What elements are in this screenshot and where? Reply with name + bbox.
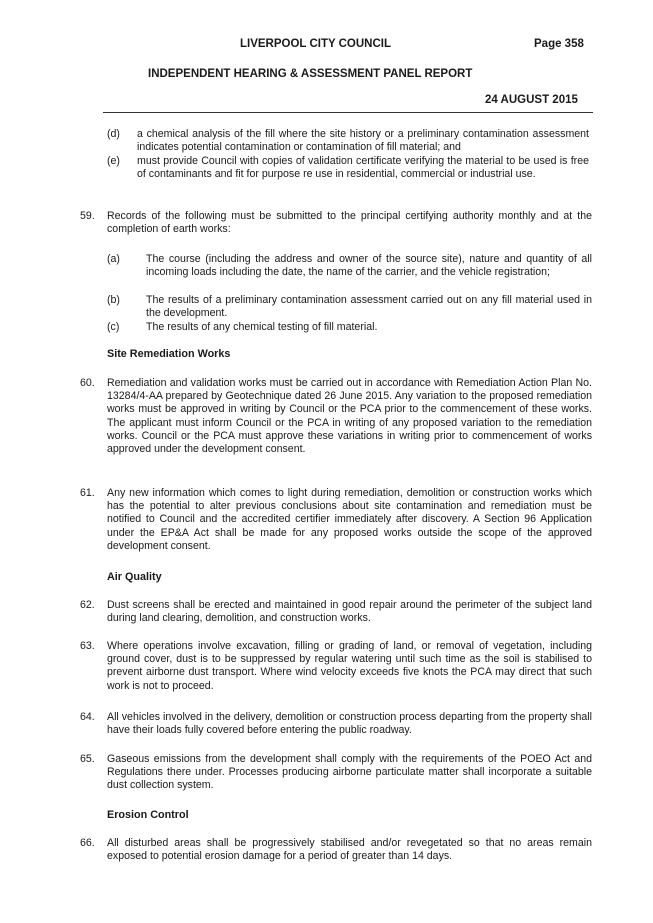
paragraph-text: All vehicles involved in the delivery, demolition or construction process departing from the property shall have their loads fully covered before entering the public roadway. bbox=[107, 711, 592, 737]
list-item-label: (d) bbox=[107, 128, 120, 140]
paragraph-text: Dust screens shall be erected and maintained in good repair around the perimeter of the subject land during land clearing, demolition, and construction works. bbox=[107, 599, 592, 625]
report-date: 24 AUGUST 2015 bbox=[485, 94, 578, 106]
report-title: INDEPENDENT HEARING & ASSESSMENT PANEL REPORT bbox=[148, 68, 473, 80]
list-item-text: The results of a preliminary contamination assessment carried out on any fill material used in the development. bbox=[146, 294, 592, 320]
heading-erosion-control: Erosion Control bbox=[107, 809, 189, 821]
heading-site-remediation: Site Remediation Works bbox=[107, 348, 231, 360]
list-item-label: (a) bbox=[107, 253, 120, 265]
list-item-text: The course (including the address and owner of the source site), nature and quantity of all incoming loads including the date, the name of the carrier, and the vehicle registration; bbox=[146, 253, 592, 279]
list-item-label: (c) bbox=[107, 321, 120, 333]
paragraph-number: 60. bbox=[80, 377, 95, 389]
paragraph-number: 65. bbox=[80, 753, 95, 765]
list-item-text: The results of any chemical testing of fill material. bbox=[146, 321, 378, 333]
paragraph-text: Remediation and validation works must be carried out in accordance with Remediation Action Plan No. 13284/4-AA prepared by Geotechnique dated 26 June 2015. Any variation to the proposed remediation works must be approved in writing by Council or the PCA prior to the commencement of these works. The applicant must inform Council or the PCA in writing of any proposed variation to the remediation works. Council or the PCA must approve these variations in writing prior to commencement of works approved under the development consent. bbox=[107, 377, 592, 456]
paragraph-number: 66. bbox=[80, 837, 95, 849]
paragraph-number: 59. bbox=[80, 210, 95, 222]
paragraph-text: Where operations involve excavation, filling or grading of land, or removal of vegetation, including ground cover, dust is to be suppressed by regular watering until such time as the soil is stabilised to prevent airborne dust transport. Where wind velocity exceeds five knots the PCA may direct that such work is not to proceed. bbox=[107, 640, 592, 692]
list-item-text: a chemical analysis of the fill where the site history or a preliminary contamination assessment indicates potential contamination or contamination of fill material; and bbox=[137, 128, 589, 154]
header-rule bbox=[103, 112, 593, 113]
paragraph-number: 62. bbox=[80, 599, 95, 611]
council-name: LIVERPOOL CITY COUNCIL bbox=[240, 38, 392, 50]
paragraph-text: Any new information which comes to light during remediation, demolition or construction works which has the potential to alter previous conclusions about site contamination and remediation must be notified to Council and the accredited certifier immediately after discovery. A Section 96 Application under the EP&A Act shall be made for any proposed works outside the scope of the approved development consent. bbox=[107, 487, 592, 552]
heading-air-quality: Air Quality bbox=[107, 571, 162, 583]
list-item-label: (e) bbox=[107, 155, 120, 167]
paragraph-number: 61. bbox=[80, 487, 95, 499]
page-number: Page 358 bbox=[534, 38, 584, 50]
list-item-text: must provide Council with copies of validation certificate verifying the material to be used is free of contaminants and fit for purpose re use in residential, commercial or industrial use. bbox=[137, 155, 589, 181]
list-item-label: (b) bbox=[107, 294, 120, 306]
paragraph-number: 63. bbox=[80, 640, 95, 652]
paragraph-text: All disturbed areas shall be progressively stabilised and/or revegetated so that no areas remain exposed to potential erosion damage for a period of greater than 14 days. bbox=[107, 837, 592, 863]
paragraph-number: 64. bbox=[80, 711, 95, 723]
paragraph-text: Records of the following must be submitted to the principal certifying authority monthly and at the completion of earth works: bbox=[107, 210, 592, 236]
paragraph-text: Gaseous emissions from the development shall comply with the requirements of the POEO Act and Regulations there under. Processes producing airborne particulate matter shall incorporate a suitable dust collection system. bbox=[107, 753, 592, 792]
